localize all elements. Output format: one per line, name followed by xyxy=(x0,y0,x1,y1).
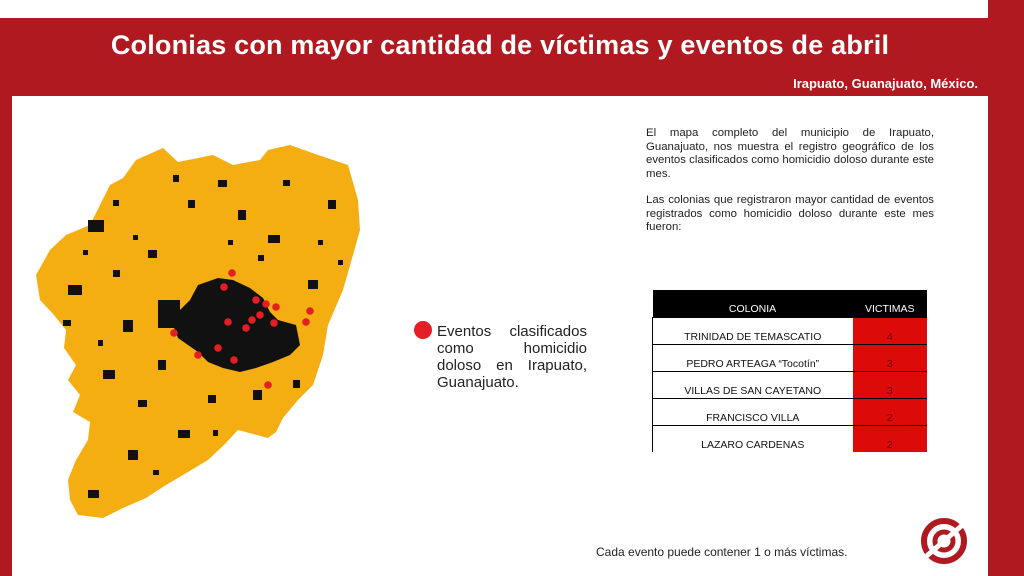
legend-label: Eventos clasificados como homicidio doloso en Irapuato, Guanajuato. xyxy=(437,323,587,391)
colonia-header: COLONIA xyxy=(653,290,853,318)
irapuato-municipality-map xyxy=(28,140,373,522)
right-border xyxy=(988,0,1024,576)
victims-table xyxy=(652,290,927,452)
table-row xyxy=(653,426,928,453)
top-margin xyxy=(0,0,1024,18)
colonia-cell: LAZARO CARDENAS xyxy=(653,426,853,453)
victimas-cell: 2 xyxy=(853,426,928,453)
brand-logo-icon xyxy=(914,516,974,566)
location-subtitle: Irapuato, Guanajuato, México. xyxy=(793,76,978,91)
event-dot xyxy=(262,300,270,308)
colonia-cell: TRINIDAD DE TEMASCATIO xyxy=(653,318,853,345)
left-border xyxy=(0,18,12,576)
victimas-cell: 2 xyxy=(853,399,928,426)
event-dot xyxy=(256,311,264,319)
header-banner xyxy=(12,18,988,96)
event-dot xyxy=(220,283,228,291)
event-dot xyxy=(272,303,280,311)
table-row xyxy=(653,345,928,372)
event-dot xyxy=(228,269,236,277)
event-dot xyxy=(264,381,272,389)
table-row xyxy=(653,372,928,399)
victimas-header: VICTIMAS xyxy=(853,290,928,318)
event-dot xyxy=(248,316,256,324)
victimas-cell: 3 xyxy=(853,345,928,372)
colonia-cell: VILLAS DE SAN CAYETANO xyxy=(653,372,853,399)
map-description xyxy=(646,127,934,248)
event-dot xyxy=(270,319,278,327)
event-dot xyxy=(194,351,202,359)
event-dot xyxy=(214,344,222,352)
colonia-cell: FRANCISCO VILLA xyxy=(653,399,853,426)
event-dot xyxy=(252,296,260,304)
colonia-cell: PEDRO ARTEAGA “Tocotín” xyxy=(653,345,853,372)
table-header-row xyxy=(653,290,928,318)
event-dot xyxy=(302,318,310,326)
event-dot xyxy=(224,318,232,326)
event-dot xyxy=(242,324,250,332)
legend-red-dot-icon xyxy=(414,321,432,339)
victimas-cell: 4 xyxy=(853,318,928,345)
table-row xyxy=(653,399,928,426)
event-dot xyxy=(230,356,238,364)
description-paragraph-2: Las colonias que registraron mayor cantidad de eventos registrados como homicidio doloso durante este mes fueron: xyxy=(646,194,934,233)
event-dot xyxy=(170,329,178,337)
footnote: Cada evento puede contener 1 o más víctimas. xyxy=(596,545,848,559)
table-row xyxy=(653,318,928,345)
victimas-cell: 3 xyxy=(853,372,928,399)
page-title: Colonias con mayor cantidad de víctimas y eventos de abril xyxy=(110,30,890,60)
event-dot xyxy=(306,307,314,315)
description-paragraph-1: El mapa completo del municipio de Irapuato, Guanajuato, nos muestra el registro geográfico de los eventos clasificados como homicidio doloso durante este mes. xyxy=(646,127,934,180)
